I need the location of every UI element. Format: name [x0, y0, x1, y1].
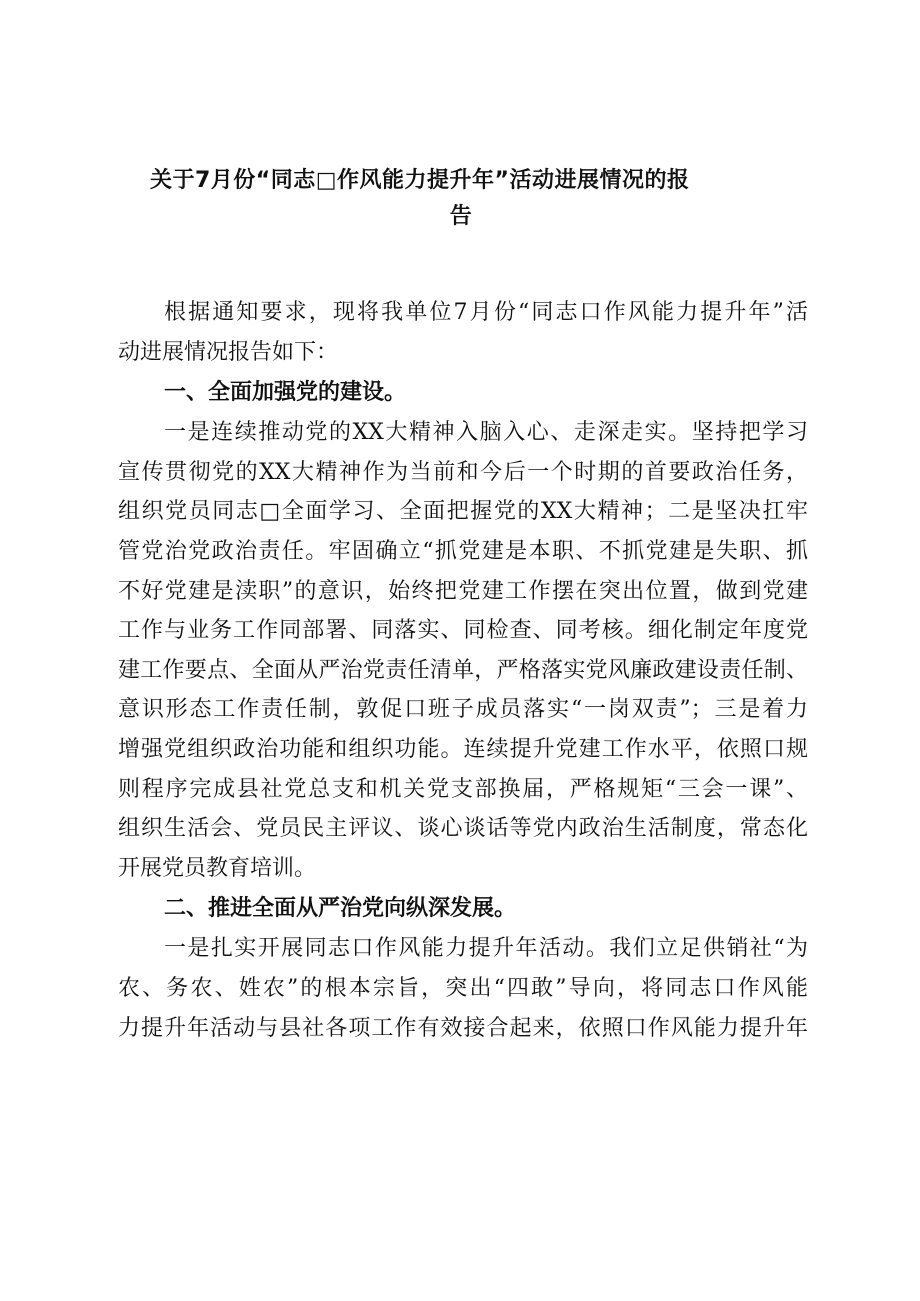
section1-heading: 一、全面加强党的建设。 — [164, 380, 407, 406]
section1-line-4: 管党治党政治责任。牢固确立“抓党建是本职、不抓党建是失职、抓 — [118, 538, 808, 564]
intro-line-1: 根据通知要求，现将我单位7月份“同志口作风能力提升年”活 — [164, 300, 808, 325]
section1-line-3: 组织党员同志□全面学习、全面把握党的XX大精神；二是坚决扛牢 — [118, 499, 808, 525]
section1-line-10: 则程序完成县社党总支和机关党支部换届，严格规矩“三会一课”、 — [118, 776, 808, 802]
title-line-2: 告 — [449, 204, 473, 229]
section2-heading: 二、推进全面从严治党向纵深发展。 — [164, 896, 517, 922]
section2-line-1: 一是扎实开展同志口作风能力提升年活动。我们立足供销社“为 — [164, 936, 808, 962]
document-body — [118, 293, 808, 1048]
intro-line-2: 动进展情况报告如下： — [118, 339, 339, 365]
section2-line-3: 力提升年活动与县社各项工作有效接合起来，依照口作风能力提升年 — [118, 1015, 808, 1041]
section1-line-12: 开展党员教育培训。 — [118, 855, 317, 881]
section1-line-8: 意识形态工作责任制，敦促口班子成员落实“一岗双责”；三是着力 — [118, 697, 808, 723]
title-line-1: 关于7月份“同志□作风能力提升年”活动进展情况的报 — [150, 168, 690, 193]
section1-line-7: 建工作要点、全面从严治党责任清单，严格落实党风廉政建设责任制、 — [118, 657, 808, 683]
document-title — [150, 163, 772, 235]
section1-line-11: 组织生活会、党员民主评议、谈心谈话等党内政治生活制度，常态化 — [118, 816, 808, 842]
section1-line-1: 一是连续推动党的XX大精神入脑入心、走深走实。坚持把学习 — [164, 420, 808, 446]
section1-line-2: 宣传贯彻党的XX大精神作为当前和今后一个时期的首要政治任务， — [118, 459, 808, 485]
section1-line-5: 不好党建是渎职”的意识，始终把党建工作摆在突出位置，做到党建 — [118, 578, 808, 604]
section1-line-6: 工作与业务工作同部署、同落实、同检查、同考核。细化制定年度党 — [118, 618, 808, 644]
section2-line-2: 农、务农、姓农”的根本宗旨，突出“四敢”导向，将同志口作风能 — [118, 975, 808, 1001]
section1-line-9: 增强党组织政治功能和组织功能。连续提升党建工作水平，依照口规 — [118, 736, 808, 762]
